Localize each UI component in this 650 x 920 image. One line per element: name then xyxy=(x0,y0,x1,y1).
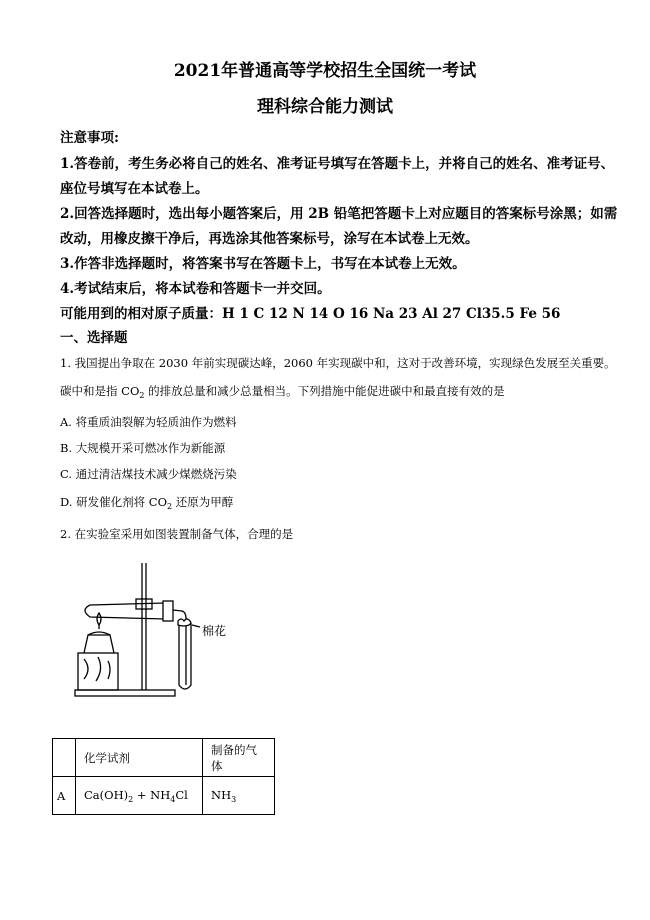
label-pointer xyxy=(192,625,200,627)
notice-item-2-line-2: 改动，用橡皮擦干净后，再选涂其他答案标号，涂写在本试卷上无效。 xyxy=(60,231,479,247)
flame xyxy=(97,613,101,625)
row-a-reagent xyxy=(76,777,203,815)
lamp-texture xyxy=(84,657,110,681)
options-table xyxy=(52,738,275,815)
question-1-option-a: A. 将重质油裂解为轻质油作为燃料 xyxy=(60,415,237,429)
question-1-stem-line-1: 1. 我国提出争取在 2030 年前实现碳达峰，2060 年实现碳中和，这对于改善环境，实现绿色发展至关重要。 xyxy=(60,356,616,370)
q1-text-part: 碳中和是指 CO xyxy=(60,384,140,398)
question-1-option-b: B. 大规模开采可燃冰作为新能源 xyxy=(60,441,226,455)
notice-item-3: 3.作答非选择题时，将答案书写在答题卡上，书写在本试卷上无效。 xyxy=(60,256,466,272)
gas-subscript: 3 xyxy=(231,794,237,804)
collecting-tube xyxy=(179,623,191,689)
table-row xyxy=(53,777,275,815)
alcohol-lamp xyxy=(84,635,114,653)
notice-item-1-line-1: 1.答卷前，考生务必将自己的姓名、准考证号填写在答题卡上，并将自己的姓名、准考证号、 xyxy=(60,156,615,172)
question-2-stem: 2. 在实验室采用如图装置制备气体，合理的是 xyxy=(60,527,294,541)
q1-subscript: 2 xyxy=(139,391,145,400)
row-a-label: A xyxy=(53,777,76,815)
stand-base xyxy=(75,690,175,696)
exam-subtitle: 理科综合能力测试 xyxy=(257,97,393,117)
section-heading: 一、选择题 xyxy=(60,330,128,346)
cotton xyxy=(178,619,191,626)
notice-item-4: 4.考试结束后，将本试卷和答题卡一并交回。 xyxy=(60,281,331,297)
table-cell-empty xyxy=(53,739,76,777)
table-header-gas: 制备的气体 xyxy=(203,739,275,777)
q1-option-d-subscript: 2 xyxy=(167,502,173,511)
q1-option-d-part: D. 研发催化剂将 CO xyxy=(60,495,168,509)
table-header-row xyxy=(53,739,275,777)
gas-apparatus-diagram xyxy=(70,555,250,705)
notice-item-1-line-2: 座位号填写在本试卷上。 xyxy=(60,181,209,197)
reagent-part: Ca(OH) xyxy=(84,787,129,802)
table-header-reagent: 化学试剂 xyxy=(76,739,203,777)
q1-option-d-part: 还原为甲醇 xyxy=(172,495,234,509)
cotton-label: 棉花 xyxy=(202,624,227,638)
notice-heading: 注意事项: xyxy=(60,130,119,146)
apparatus-lines xyxy=(75,563,200,696)
reagent-part: + NH xyxy=(133,787,171,802)
row-a-gas xyxy=(203,777,275,815)
reagent-subscript: 2 xyxy=(128,794,134,804)
reagent-subscript: 4 xyxy=(170,794,176,804)
notice-item-2-line-1: 2.回答选择题时，选出每小题答案后，用 2B 铅笔把答题卡上对应题目的答案标号涂黑；如需 xyxy=(60,206,618,222)
lamp-stand xyxy=(78,653,118,690)
reagent-part: Cl xyxy=(175,787,188,802)
question-1-option-d xyxy=(60,494,233,511)
exam-title: 2021年普通高等学校招生全国统一考试 xyxy=(173,61,477,81)
q1-text-part: 的排放总量和减少总量相当。下列措施中能促进碳中和最直接有效的是 xyxy=(144,384,505,398)
gas-part: NH xyxy=(211,787,232,802)
stopper xyxy=(163,601,173,621)
question-1-stem-line-2 xyxy=(60,383,505,400)
atomic-masses: 可能用到的相对原子质量：H 1 C 12 N 14 O 16 Na 23 Al 27 Cl35.5 Fe 56 xyxy=(60,306,561,322)
question-1-option-c: C. 通过清洁煤技术减少煤燃烧污染 xyxy=(60,467,237,481)
